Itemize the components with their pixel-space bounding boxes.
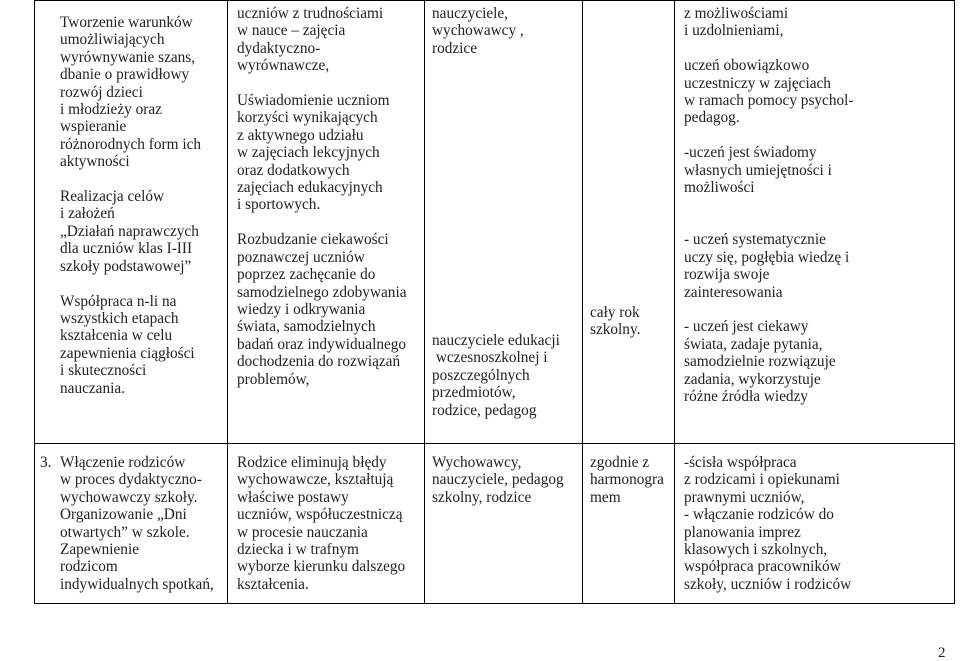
outcomes-text-row2: -ścisła współpraca z rodzicami i opiekunami prawnymi uczniów, - włączanie rodziców do planowania imprez klasowych i szkolnych, współpraca pracowników szkoły, uczniów i rodziców <box>684 454 852 593</box>
column-divider-2 <box>424 0 425 604</box>
table-border-left <box>34 0 35 604</box>
item-number: 3. <box>40 454 52 471</box>
goals-text: Tworzenie warunków umożliwiających wyrównywanie szans, dbanie o prawidłowy rozwój dzieci i młodzieży oraz wspieranie różnorodnych form ich aktywności Realizacja celów i założeń „Działań naprawczych dla uczniów klas I-III szkoły podstawowej” Współpraca n-li na wszystkich etapach kształcenia w celu zapewnienia ciągłości i skuteczności nauczania. <box>60 14 202 397</box>
responsible-text-top: nauczyciele, wychowawcy , rodzice <box>432 5 524 57</box>
timeframe-text-row2: zgodnie z harmonogra mem <box>590 454 664 506</box>
outcomes-text: z możliwościami i uzdolnieniami, uczeń obowiązkowo uczestniczy w zajęciach w ramach pomocy psychol- pedagog. -uczeń jest świadomy własnych umiejętności i możliwości - uczeń systematycznie uczy się, pogłębia wiedzę i rozwija swoje zainteresowania - uczeń jest ciekawy świata, zadaje pytania, samodzielnie rozwiązuje zadania, wykorzystuje różne źródła wiedzy <box>684 5 854 405</box>
item-text: Włączenie rodziców w proces dydaktyczno- wychowawczy szkoły. Organizowanie „Dni otwartych” w szkole. Zapewnienie rodzicom indywidualnych spotkań, <box>60 454 214 593</box>
table-border-right <box>954 0 955 604</box>
page-number: 2 <box>938 645 946 661</box>
tasks-text: uczniów z trudnościami w nauce – zajęcia dydaktyczno- wyrównawcze, Uświadomienie uczniom korzyści wynikających z aktywnego udziału w zajęciach lekcyjnych oraz dodatkowych zajęciach edukacyjnych i sportowych. Rozbudzanie ciekawości poznawczej uczniów poprzez zachęcanie do samodzielnego zdobywania wiedzy i odkrywania świata, samodzielnych badań oraz indywidualnego dochodzenia do rozwiązań problemów, <box>237 5 407 388</box>
table-border-bottom <box>34 603 954 604</box>
responsible-text-row2: Wychowawcy, nauczyciele, pedagog szkolny, rodzice <box>432 454 564 506</box>
column-divider-3 <box>582 0 583 604</box>
responsible-text-middle: nauczyciele edukacji wczesnoszkolnej i poszczególnych przedmiotów, rodzice, pedagog <box>432 332 560 419</box>
column-divider-4 <box>674 0 675 604</box>
row-divider <box>34 443 954 444</box>
column-divider-1 <box>227 0 228 604</box>
timeframe-text: cały rok szkolny. <box>590 304 641 339</box>
table-border-top <box>34 0 954 1</box>
tasks-text-row2: Rodzice eliminują błędy wychowawcze, kształtują właściwe postawy uczniów, współuczestniczą w procesie nauczania dziecka i w trafnym wyborze kierunku dalszego kształcenia. <box>237 454 406 593</box>
